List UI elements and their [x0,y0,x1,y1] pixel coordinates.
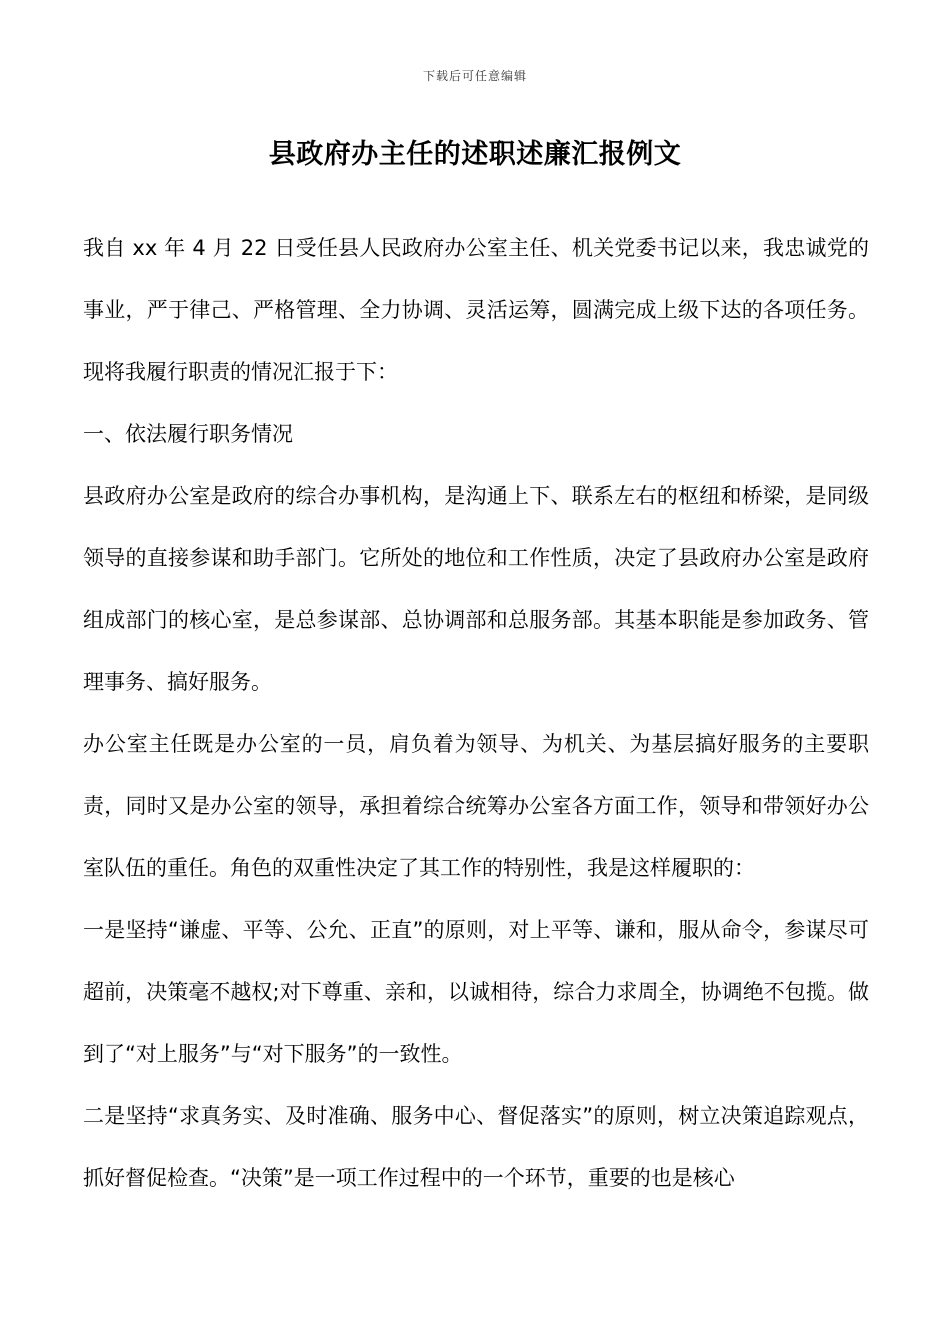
paragraph: 办公室主任既是办公室的一员，肩负着为领导、为机关、为基层搞好服务的主要职责，同时又是办公室的领导，承担着综合统筹办公室各方面工作，领导和带领好办公室队伍的重任。角色的双重性决定了其工作的特别性，我是这样履职的： [83,732,869,880]
document-body [83,217,869,1209]
paragraph: 二是坚持“求真务实、及时准确、服务中心、督促落实”的原则，树立决策追踪观点，抓好督促检查。“决策”是一项工作过程中的一个环节，重要的也是核心 [83,1104,869,1190]
header-note: 下载后可任意编辑 [422,69,527,83]
paragraph-intro: 我自 xx 年 4 月 22 日受任县人民政府办公室主任、机关党委书记以来，我忠诚党的事业，严于律己、严格管理、全力协调、灵活运筹，圆满完成上级下达的各项任务。现将我履行职责的情况汇报于下： [83,236,869,384]
section-heading: 一、依法履行职务情况 [83,422,293,446]
document-title: 县政府办主任的述职述廉汇报例文 [268,139,682,170]
paragraph: 一是坚持“谦虚、平等、公允、正直”的原则，对上平等、谦和，服从命令，参谋尽可超前，决策毫不越权;对下尊重、亲和，以诚相待，综合力求周全，协调绝不包揽。做到了“对上服务”与“对下服务”的一致性。 [83,918,869,1066]
paragraph: 县政府办公室是政府的综合办事机构，是沟通上下、联系左右的枢纽和桥梁，是同级领导的直接参谋和助手部门。它所处的地位和工作性质，决定了县政府办公室是政府组成部门的核心室，是总参谋部、总协调部和总服务部。其基本职能是参加政务、管理事务、搞好服务。 [83,484,869,694]
